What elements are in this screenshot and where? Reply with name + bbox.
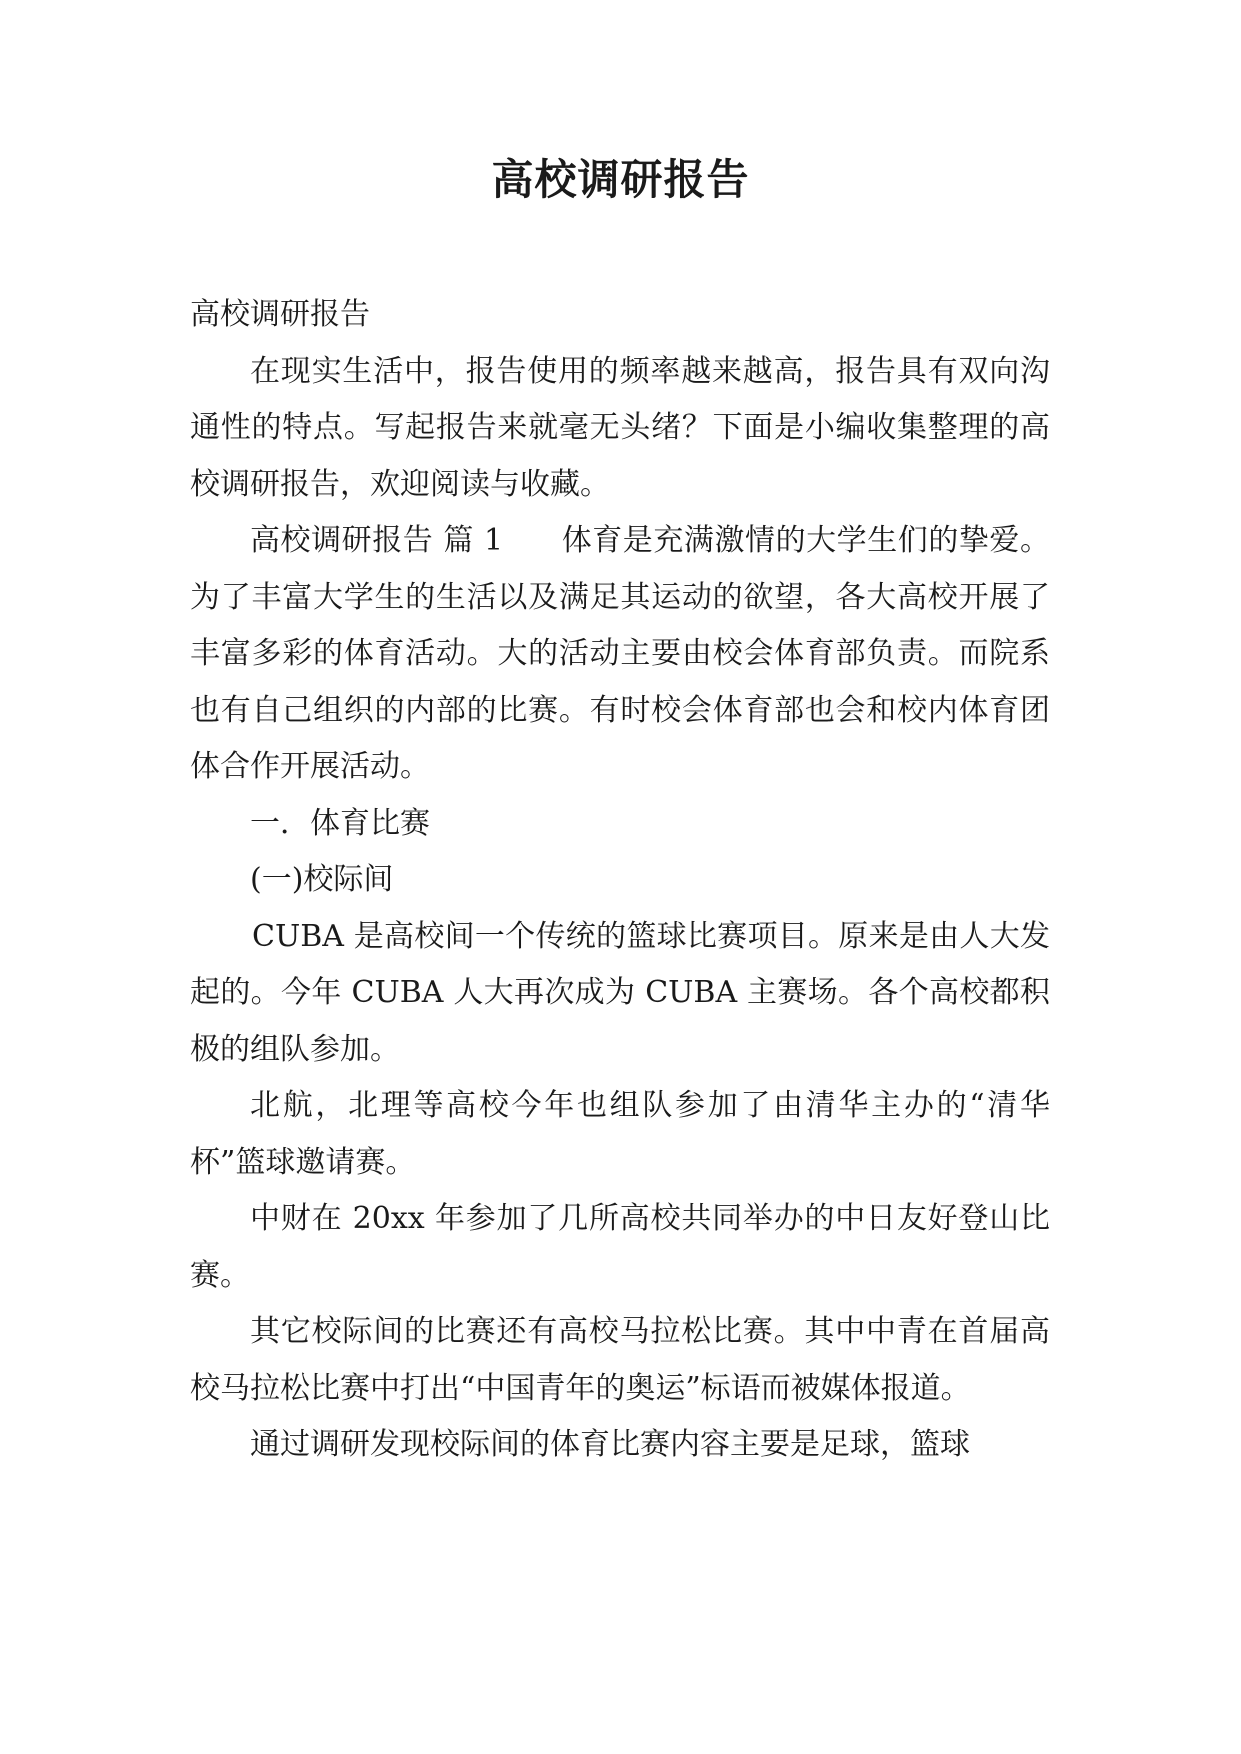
- body-paragraph-summary: 通过调研发现校际间的体育比赛内容主要是足球，篮球: [250, 1427, 970, 1462]
- document-subtitle: 高校调研报告: [190, 297, 370, 332]
- document-body: [190, 287, 1050, 1474]
- section-paragraph: [190, 513, 1050, 796]
- intro-paragraph: 在现实生活中，报告使用的频率越来越高，报告具有双向沟通性的特点。写起报告来就毫无头绪？下面是小编收集整理的高校调研报告，欢迎阅读与收藏。: [190, 353, 1050, 502]
- body-paragraph-cuba: CUBA 是高校间一个传统的篮球比赛项目。原来是由人大发起的。今年 CUBA 人大再次成为 CUBA 主赛场。各个高校都积极的组队参加。: [190, 918, 1050, 1067]
- body-paragraph-climbing: 中财在 20xx 年参加了几所高校共同举办的中日友好登山比赛。: [190, 1201, 1050, 1293]
- section-text: 体育是充满激情的大学生们的挚爱。为了丰富大学生的生活以及满足其运动的欲望，各大高校开展了丰富多彩的体育活动。大的活动主要由校会体育部负责。而院系也有自己组织的内部的比赛。有时校会体育部也会和校内体育团体合作开展活动。: [190, 523, 1050, 784]
- heading-level-2: (一)校际间: [250, 862, 394, 897]
- heading-level-1: 一．体育比赛: [250, 805, 430, 841]
- body-paragraph-marathon: 其它校际间的比赛还有高校马拉松比赛。其中中青在首届高校马拉松比赛中打出“中国青年的奥运”标语而被媒体报道。: [190, 1314, 1050, 1406]
- document-title: 高校调研报告: [491, 155, 750, 204]
- body-paragraph-qinghua-cup: 北航，北理等高校今年也组队参加了由清华主办的“清华杯”篮球邀请赛。: [190, 1088, 1050, 1180]
- section-label: 高校调研报告 篇 1: [250, 523, 504, 558]
